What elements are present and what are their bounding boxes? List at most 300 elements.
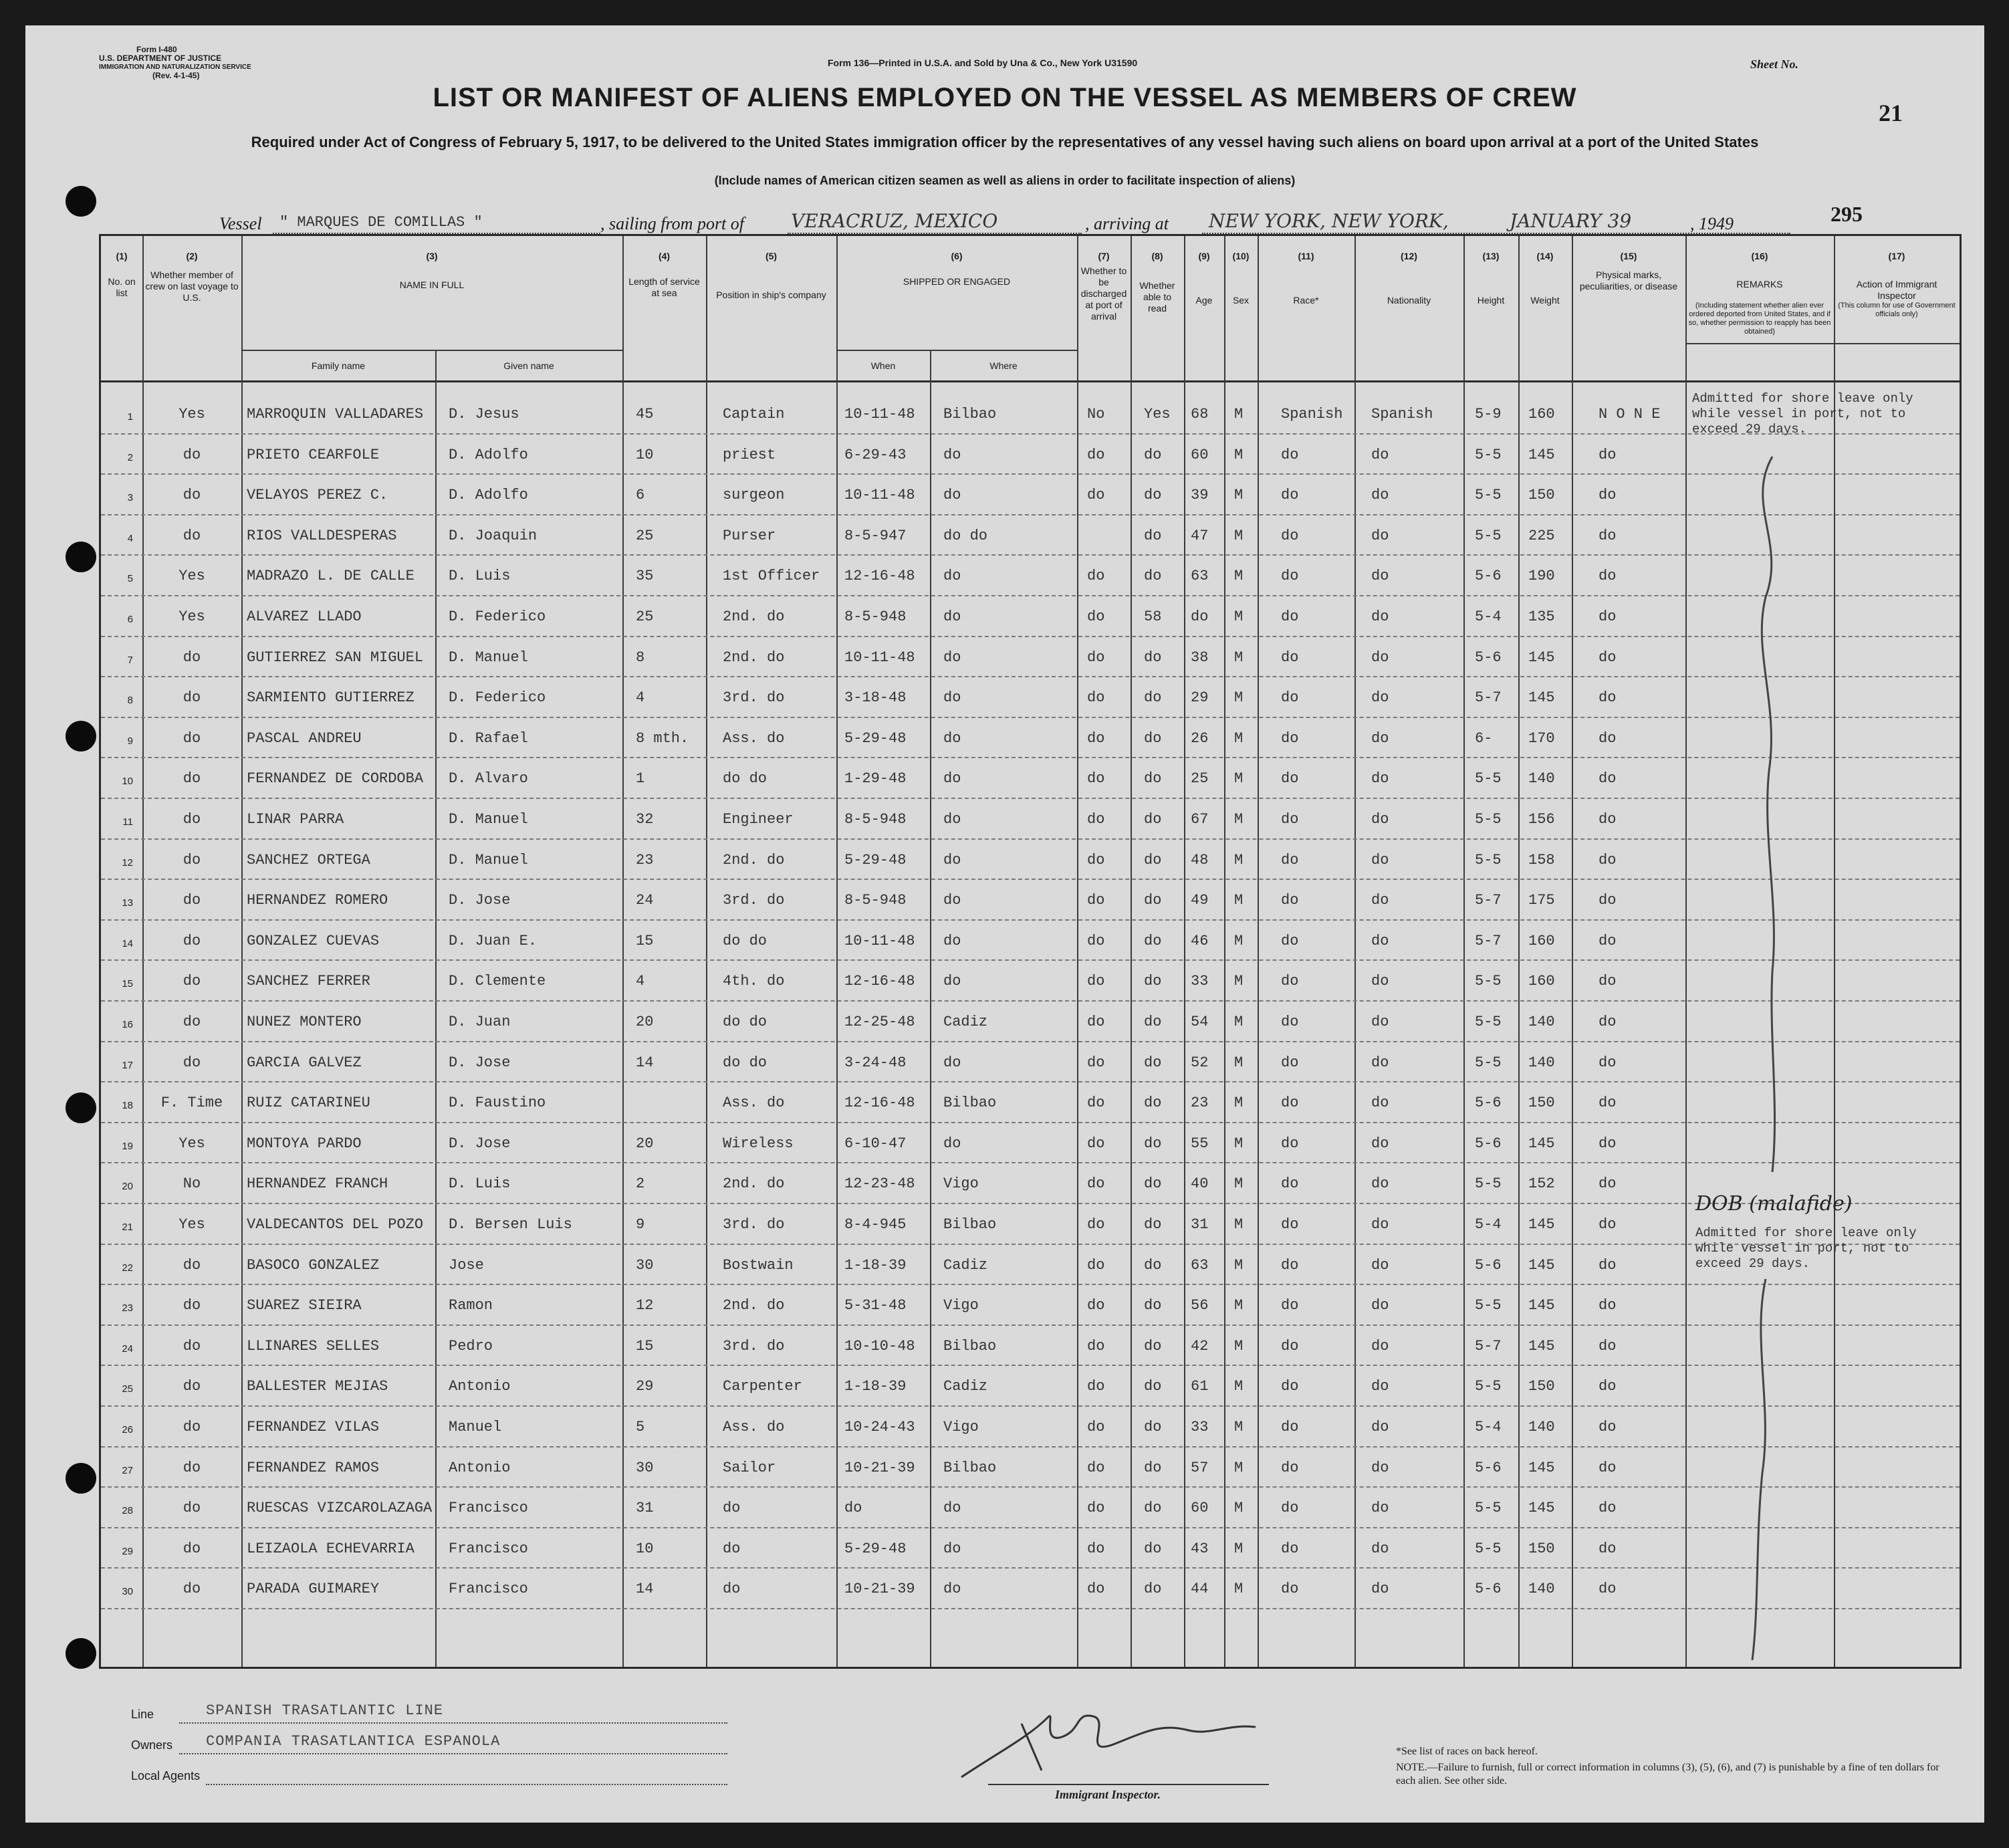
cell-family: SANCHEZ ORTEGA [247, 851, 370, 869]
remark-shore-leave: Admitted for shore leave only while vessel in port, not to exceed 29 days. [1692, 391, 1913, 437]
column-number: (4) [658, 251, 671, 261]
cell-given: D. Jose [449, 892, 511, 909]
cell-read: do [1144, 568, 1162, 585]
printer-note: Form 136—Printed in U.S.A. and Sold by Una & Co., New York U31590 [828, 57, 1138, 68]
cell-family: GARCIA GALVEZ [247, 1054, 362, 1071]
column-header: Physical marks, peculiarities, or disease [1579, 269, 1678, 292]
cell-weight: 150 [1528, 487, 1555, 504]
row-number: 2 [127, 451, 133, 463]
cell-service: 20 [636, 1014, 654, 1030]
cell-position: 3rd. do [723, 1337, 785, 1355]
cell-marks: do [1599, 770, 1617, 788]
row-number: 25 [122, 1383, 133, 1395]
cell-prev: do [183, 527, 201, 544]
cell-family: MARROQUIN VALLADARES [247, 406, 424, 423]
corner-number: 295 [1830, 202, 1863, 226]
cell-disch: do [1087, 568, 1105, 585]
cell-race: do [1281, 487, 1299, 504]
cell-age: 31 [1191, 1216, 1209, 1233]
cell-height: 5-5 [1475, 1175, 1502, 1193]
cell-race: do [1281, 1094, 1299, 1112]
cell-when: 8-5-948 [844, 892, 907, 909]
cell-prev: do [183, 1256, 201, 1274]
cell-when: 5-29-48 [844, 729, 907, 747]
cell-when: 10-11-48 [844, 649, 915, 666]
cell-height: 5-6 [1475, 1135, 1502, 1152]
cell-family: LEIZAOLA ECHEVARRIA [247, 1540, 415, 1557]
cell-sex: M [1234, 1175, 1244, 1193]
row-number: 16 [122, 1019, 133, 1030]
cell-disch: do [1087, 1459, 1105, 1476]
cell-family: SARMIENTO GUTIERREZ [247, 689, 415, 707]
cell-given: Francisco [449, 1581, 528, 1598]
column-number: (1) [116, 251, 128, 261]
cell-sex: M [1234, 1500, 1244, 1517]
cell-weight: 145 [1528, 649, 1555, 666]
cell-read: do [1144, 851, 1162, 869]
row-number: 1 [127, 411, 133, 423]
cell-read: do [1144, 487, 1162, 504]
cell-race: do [1281, 1581, 1299, 1598]
cell-weight: 150 [1528, 1094, 1555, 1112]
cell-age: 38 [1191, 649, 1209, 666]
cell-read: do [1144, 1135, 1162, 1152]
cell-read: do [1144, 1419, 1162, 1435]
column-header: Weight [1530, 295, 1560, 306]
subtitle: Required under Act of Congress of February 5, 1917, to be delivered to the United States immigration officer by the representatives of any vessel having such aliens on board upon arrival at a port of the United States [251, 134, 1759, 150]
cell-marks: do [1599, 527, 1617, 544]
cell-where: Bilbao [943, 406, 997, 423]
cell-nat: do [1371, 1297, 1389, 1314]
cell-height: 5-9 [1475, 406, 1502, 423]
cell-nat: do [1371, 1256, 1389, 1274]
cell-position: 2nd. do [723, 1175, 785, 1193]
cell-sex: M [1234, 1256, 1244, 1274]
vessel-label: Vessel [219, 214, 262, 233]
cell-height: 5-5 [1475, 487, 1502, 504]
cell-age: 68 [1191, 406, 1209, 423]
cell-disch: do [1087, 1297, 1105, 1314]
row-rule [101, 1162, 1960, 1163]
cell-family: RUESCAS VIZCAROLAZAGA [247, 1500, 433, 1517]
cell-race: do [1281, 1256, 1299, 1274]
cell-position: Wireless [723, 1135, 794, 1152]
cell-age: 49 [1191, 892, 1209, 909]
cell-age: 39 [1191, 487, 1209, 504]
cell-when: 6-10-47 [844, 1135, 907, 1152]
row-number: 20 [122, 1181, 133, 1193]
owners-value: COMPANIA TRASATLANTICA ESPANOLA [206, 1733, 501, 1750]
cell-service: 32 [636, 811, 654, 828]
column-number: (3) [426, 251, 438, 261]
cell-height: 5-5 [1475, 1500, 1502, 1517]
cell-race: do [1281, 932, 1299, 949]
column-number: (11) [1298, 251, 1314, 261]
cell-disch: do [1087, 973, 1105, 990]
cell-race: do [1281, 1175, 1299, 1193]
subtitle-note: (Include names of American citizen seamen as well as aliens in order to facilitate inspection of aliens) [714, 174, 1296, 187]
cell-race: do [1281, 568, 1299, 585]
cell-position: Engineer [723, 811, 794, 828]
cell-sex: M [1234, 406, 1244, 423]
subcolumn-header: When [870, 360, 896, 371]
cell-where: do [943, 568, 961, 585]
cell-when: 12-23-48 [844, 1175, 915, 1193]
cell-nat: do [1371, 1540, 1389, 1557]
subcolumn-header: Where [989, 360, 1018, 371]
cell-position: Ass. do [723, 729, 785, 747]
column-header: No. on list [108, 276, 136, 298]
row-rule [101, 1608, 1960, 1609]
cell-prev: do [183, 1419, 201, 1435]
cell-race: do [1281, 608, 1299, 625]
cell-weight: 135 [1528, 608, 1555, 625]
cell-weight: 145 [1528, 1256, 1555, 1274]
cell-service: 29 [636, 1378, 654, 1395]
cell-weight: 150 [1528, 1378, 1555, 1395]
cell-family: MONTOYA PARDO [247, 1135, 362, 1152]
cell-weight: 145 [1528, 689, 1555, 707]
cell-family: BASOCO GONZALEZ [247, 1256, 380, 1274]
cell-disch: do [1087, 1216, 1105, 1233]
column-header: Action of Immigrant Inspector [1856, 279, 1937, 301]
row-number: 27 [122, 1464, 133, 1476]
arriving-label: , arriving at [1085, 214, 1169, 233]
cell-sex: M [1234, 689, 1244, 707]
cell-height: 5-4 [1475, 1419, 1502, 1435]
cell-marks: do [1599, 1378, 1617, 1395]
row-rule [101, 879, 1960, 880]
cell-height: 5-6 [1475, 1459, 1502, 1476]
cell-read: do [1144, 811, 1162, 828]
cell-given: Pedro [449, 1337, 493, 1355]
cell-where: Bilbao [943, 1094, 997, 1112]
cell-where: do [943, 1054, 961, 1071]
cell-age: 40 [1191, 1175, 1209, 1193]
column-header: Age [1195, 295, 1213, 306]
cell-given: D. Luis [449, 1175, 511, 1193]
cell-service: 10 [636, 446, 654, 463]
cell-disch: do [1087, 1256, 1105, 1274]
cell-given: Manuel [449, 1419, 502, 1435]
row-number: 3 [127, 492, 133, 504]
cell-when: 6-29-43 [844, 446, 907, 463]
cell-where: Cadiz [943, 1378, 988, 1395]
cell-marks: do [1599, 892, 1617, 909]
cell-service: 14 [636, 1581, 654, 1598]
cell-read: do [1144, 973, 1162, 990]
cell-family: NUNEZ MONTERO [247, 1014, 362, 1030]
subcolumn-divider [435, 350, 437, 1667]
cell-when: 8-4-945 [844, 1216, 907, 1233]
column-header: Whether to be discharged at port of arrival [1080, 265, 1127, 322]
punch-hole [66, 1092, 96, 1123]
cell-read: do [1144, 1500, 1162, 1517]
row-rule [101, 1122, 1960, 1123]
cell-family: PRIETO CEARFOLE [247, 446, 380, 463]
cell-age: 60 [1191, 446, 1209, 463]
cell-service: 30 [636, 1459, 654, 1476]
cell-family: RUIZ CATARINEU [247, 1094, 370, 1112]
cell-marks: do [1599, 487, 1617, 504]
row-rule [101, 676, 1960, 677]
cell-age: 26 [1191, 729, 1209, 747]
cell-height: 5-6 [1475, 1256, 1502, 1274]
cell-height: 5-7 [1475, 892, 1502, 909]
column-divider [1224, 236, 1225, 1667]
punch-hole [66, 1463, 96, 1494]
cell-family: LINAR PARRA [247, 811, 344, 828]
cell-when: 8-5-948 [844, 811, 907, 828]
cell-when: 3-18-48 [844, 689, 907, 707]
cell-given: Jose [449, 1256, 484, 1274]
inspector-label: Immigrant Inspector. [1055, 1788, 1161, 1801]
cell-prev: Yes [179, 1135, 205, 1152]
cell-marks: do [1599, 649, 1617, 666]
cell-family: MADRAZO L. DE CALLE [247, 568, 415, 585]
cell-service: 31 [636, 1500, 654, 1517]
cell-age: 33 [1191, 1419, 1209, 1435]
cell-prev: do [183, 932, 201, 949]
cell-position: 2nd. do [723, 649, 785, 666]
cell-prev: Yes [179, 568, 205, 585]
cell-disch: do [1087, 1500, 1105, 1517]
cell-given: Antonio [449, 1378, 511, 1395]
row-number: 8 [127, 695, 133, 707]
cell-given: D. Luis [449, 568, 511, 585]
cell-prev: do [183, 487, 201, 504]
service: IMMIGRATION AND NATURALIZATION SERVICE [99, 64, 251, 71]
cell-family: FERNANDEZ DE CORDOBA [247, 770, 424, 788]
cell-race: do [1281, 1014, 1299, 1030]
cell-race: do [1281, 1135, 1299, 1152]
cell-sex: M [1234, 1540, 1244, 1557]
cell-given: D. Bersen Luis [449, 1216, 572, 1233]
row-number: 13 [122, 897, 133, 909]
cell-age: 43 [1191, 1540, 1209, 1557]
cell-when: 5-29-48 [844, 1540, 907, 1557]
row-rule [101, 717, 1960, 718]
row-number: 15 [122, 978, 133, 990]
cell-age: 56 [1191, 1297, 1209, 1314]
cell-age: 63 [1191, 568, 1209, 585]
cell-nat: do [1371, 729, 1389, 747]
cell-weight: 160 [1528, 973, 1555, 990]
row-number: 19 [122, 1140, 133, 1152]
row-number: 11 [122, 816, 133, 828]
row-number: 17 [122, 1059, 133, 1071]
cell-weight: 160 [1528, 932, 1555, 949]
cell-height: 5-5 [1475, 770, 1502, 788]
cell-service: 10 [636, 1540, 654, 1557]
cell-service: 6 [636, 487, 645, 504]
cell-disch: do [1087, 1337, 1105, 1355]
cell-service: 12 [636, 1297, 654, 1314]
form-number: Form I-480 [136, 45, 177, 54]
cell-weight: 140 [1528, 1014, 1555, 1030]
cell-height: 5-7 [1475, 1337, 1502, 1355]
row-rule [101, 838, 1960, 840]
cell-race: do [1281, 1216, 1299, 1233]
cell-prev: do [183, 1459, 201, 1476]
cell-height: 5-5 [1475, 1378, 1502, 1395]
cell-marks: do [1599, 932, 1617, 949]
cell-marks: do [1599, 1014, 1617, 1030]
cell-race: do [1281, 446, 1299, 463]
cell-prev: do [183, 770, 201, 788]
cell-height: 5-4 [1475, 1216, 1502, 1233]
column-header: Position in ship's company [716, 290, 826, 300]
cell-age: 55 [1191, 1135, 1209, 1152]
cell-given: D. Clemente [449, 973, 546, 990]
cell-weight: 152 [1528, 1175, 1555, 1193]
cell-read: do [1144, 932, 1162, 949]
cell-sex: M [1234, 487, 1244, 504]
cell-position: Ass. do [723, 1419, 785, 1435]
column-header: NAME IN FULL [399, 279, 465, 290]
row-rule [101, 1203, 1960, 1204]
cell-race: do [1281, 689, 1299, 707]
cell-family: FERNANDEZ RAMOS [247, 1459, 380, 1476]
cell-where: do [943, 851, 961, 869]
note-text: —Failure to furnish, full or correct information in columns (3), (5), (6), and (7) is punishable by a fine of ten dollars for each alien. See other side. [1396, 1762, 1939, 1786]
row-rule [101, 636, 1960, 637]
cell-where: do [943, 811, 961, 828]
cell-position: Purser [723, 527, 776, 544]
cell-disch: do [1087, 649, 1105, 666]
cell-when: 12-16-48 [844, 568, 915, 585]
cell-prev: F. Time [160, 1094, 223, 1112]
cell-family: HERNANDEZ ROMERO [247, 892, 388, 909]
local-agents-label: Local Agents [131, 1769, 201, 1782]
cell-nat: do [1371, 770, 1389, 788]
cell-height: 5-5 [1475, 1540, 1502, 1557]
cell-marks: do [1599, 811, 1617, 828]
cell-race: do [1281, 729, 1299, 747]
cell-family: VELAYOS PEREZ C. [247, 487, 388, 504]
column-header: Race* [1293, 295, 1319, 306]
cell-family: VALDECANTOS DEL POZO [247, 1216, 424, 1233]
cell-sex: M [1234, 649, 1244, 666]
cell-sex: M [1234, 1216, 1244, 1233]
cell-race: do [1281, 851, 1299, 869]
cell-nat: do [1371, 973, 1389, 990]
cell-race: do [1281, 1419, 1299, 1435]
cell-nat: do [1371, 1216, 1389, 1233]
cell-weight: 145 [1528, 1337, 1555, 1355]
cell-disch: do [1087, 729, 1105, 747]
column-divider [1463, 236, 1465, 1667]
cell-weight: 140 [1528, 1419, 1555, 1435]
cell-nat: do [1371, 1378, 1389, 1395]
column-header: Height [1477, 295, 1505, 306]
cell-read: do [1144, 1459, 1162, 1476]
cell-given: D. Federico [449, 689, 546, 707]
cell-sex: M [1234, 851, 1244, 869]
form-identifier [99, 45, 251, 80]
cell-sex: M [1234, 892, 1244, 909]
cell-when: 10-24-43 [844, 1419, 915, 1435]
cell-where: Vigo [943, 1175, 979, 1193]
cell-marks: do [1599, 568, 1617, 585]
cell-age: 47 [1191, 527, 1209, 544]
cell-where: Bilbao [943, 1337, 997, 1355]
cell-where: Vigo [943, 1297, 979, 1314]
column-divider [241, 236, 243, 1667]
cell-nat: do [1371, 608, 1389, 625]
cell-service: 2 [636, 1175, 645, 1193]
cell-height: 5-5 [1475, 1014, 1502, 1030]
row-rule [101, 1527, 1960, 1528]
column-number: (8) [1151, 251, 1163, 261]
cell-height: 5-5 [1475, 1297, 1502, 1314]
cell-nat: do [1371, 446, 1389, 463]
cell-service: 35 [636, 568, 654, 585]
column-header: Nationality [1387, 295, 1431, 306]
cell-height: 5-6 [1475, 1094, 1502, 1112]
cell-marks: do [1599, 1500, 1617, 1517]
row-number: 21 [122, 1222, 133, 1233]
cell-when: 3-24-48 [844, 1054, 907, 1071]
cell-where: do [943, 770, 961, 788]
revision: (Rev. 4-1-45) [152, 71, 200, 80]
footer [99, 1684, 1958, 1811]
cell-height: 5-5 [1475, 851, 1502, 869]
cell-position: do [723, 1540, 741, 1557]
cell-race: Spanish [1281, 406, 1343, 423]
cell-service: 24 [636, 892, 654, 909]
cell-disch: do [1087, 770, 1105, 788]
row-number: 14 [122, 937, 133, 949]
cell-service: 15 [636, 932, 654, 949]
row-number: 24 [122, 1343, 133, 1355]
cell-disch: do [1087, 1094, 1105, 1112]
year-value: , 1949 [1690, 214, 1734, 233]
cell-service: 20 [636, 1135, 654, 1152]
cell-where: Vigo [943, 1419, 979, 1435]
cell-disch: do [1087, 608, 1105, 625]
cell-position: 1st Officer [723, 568, 820, 585]
row-number: 4 [127, 532, 133, 544]
cell-family: GONZALEZ CUEVAS [247, 932, 380, 949]
column-divider [1184, 236, 1185, 1667]
cell-height: 5-7 [1475, 689, 1502, 707]
cell-marks: do [1599, 1419, 1617, 1435]
cell-nat: do [1371, 1419, 1389, 1435]
column-number: (9) [1198, 251, 1210, 261]
cell-family: RIOS VALLDESPERAS [247, 527, 397, 544]
cell-read: do [1144, 892, 1162, 909]
cell-position: Ass. do [723, 1094, 785, 1112]
cell-family: PARADA GUIMAREY [247, 1581, 380, 1598]
cell-where: Cadiz [943, 1014, 988, 1030]
row-rule [101, 1244, 1960, 1245]
cell-sex: M [1234, 1378, 1244, 1395]
cell-where: do [943, 446, 961, 463]
cell-where: do [943, 892, 961, 909]
cell-where: do [943, 608, 961, 625]
cell-weight: 145 [1528, 446, 1555, 463]
cell-age: 63 [1191, 1256, 1209, 1274]
cell-service: 14 [636, 1054, 654, 1071]
cell-family: ALVAREZ LLADO [247, 608, 362, 625]
note-label: NOTE. [1396, 1762, 1427, 1773]
cell-position: 3rd. do [723, 689, 785, 707]
cell-sex: M [1234, 729, 1244, 747]
cell-family: LLINARES SELLES [247, 1337, 380, 1355]
cell-marks: do [1599, 1297, 1617, 1314]
cell-marks: do [1599, 689, 1617, 707]
